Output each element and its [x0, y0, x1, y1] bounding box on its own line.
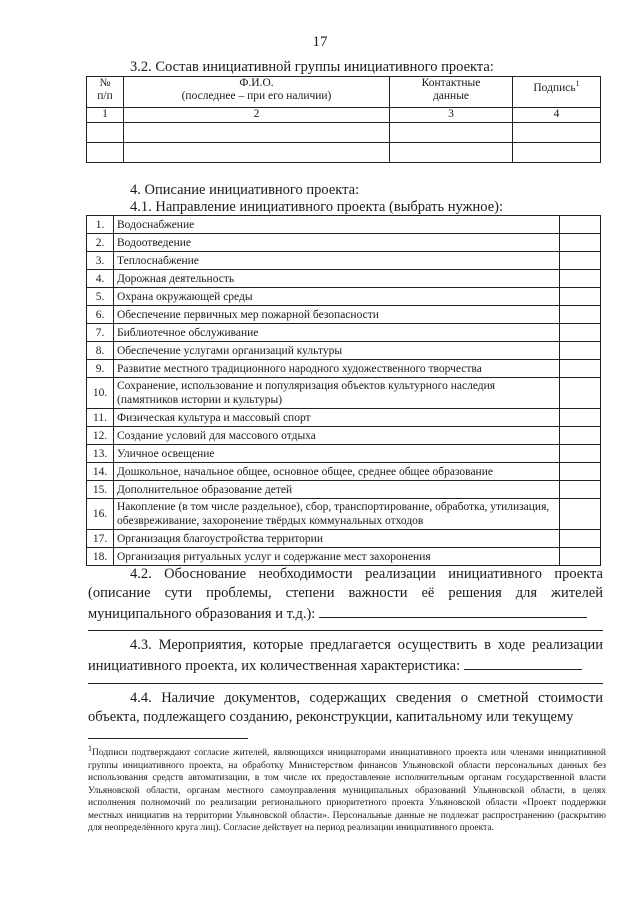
direction-number: 3.: [87, 252, 114, 270]
direction-number: 5.: [87, 288, 114, 306]
direction-label: Охрана окружающей среды: [114, 288, 560, 306]
direction-select-cell[interactable]: [560, 378, 601, 409]
empty-cell[interactable]: [87, 143, 124, 163]
direction-row: [87, 342, 601, 360]
direction-label: Дорожная деятельность: [114, 270, 560, 288]
empty-cell[interactable]: [390, 143, 513, 163]
direction-number: 9.: [87, 360, 114, 378]
section-4-3-answer-line-2[interactable]: [88, 683, 603, 684]
direction-row: [87, 360, 601, 378]
direction-number: 12.: [87, 427, 114, 445]
direction-number: 4.: [87, 270, 114, 288]
direction-label: Физическая культура и массовый спорт: [114, 409, 560, 427]
direction-label: Теплоснабжение: [114, 252, 560, 270]
initiative-group-table: [86, 76, 601, 163]
footnote-text: Подписи подтверждают согласие жителей, являющихся инициаторами инициативного проекта или членами инициативной группы инициативного проекта, на обработку Министерством финансов Ульяновской области персональных данных без использования средств автоматизации, в том числе их предоставление исполнительным органам государственной власти Ульяновской области, органам местного самоуправления муниципальных образований Ульяновской области, в целях исполнения полномочий по реализации регионального приоритетного проекта Ульяновской области «Проект поддержки местных инициатив на территории Ульяновской области». Персональные данные не подлежат распространению (раскрытию для неопределённого круга лиц). Согласие действует на период реализации инициативного проекта.: [88, 748, 606, 834]
direction-number: 7.: [87, 324, 114, 342]
direction-label: Обеспечение услугами организаций культуры: [114, 342, 560, 360]
direction-number: 14.: [87, 463, 114, 481]
col-contact-header: [390, 77, 513, 108]
direction-row: [87, 409, 601, 427]
direction-select-cell[interactable]: [560, 463, 601, 481]
footnote-marker: 1: [88, 744, 92, 753]
direction-select-cell[interactable]: [560, 342, 601, 360]
direction-number: 6.: [87, 306, 114, 324]
direction-select-cell[interactable]: [560, 216, 601, 234]
section-4-3-answer-line[interactable]: [464, 655, 582, 670]
footnote-divider: [88, 738, 248, 739]
direction-label: Дополнительное образование детей: [114, 481, 560, 499]
direction-row: [87, 481, 601, 499]
empty-cell[interactable]: [513, 143, 601, 163]
empty-cell[interactable]: [390, 123, 513, 143]
table-row: [87, 143, 601, 163]
direction-select-cell[interactable]: [560, 288, 601, 306]
col-contact-sublabel: данные: [432, 90, 470, 102]
empty-cell[interactable]: [124, 143, 390, 163]
direction-row: [87, 445, 601, 463]
direction-row: [87, 216, 601, 234]
col-signature-header: [513, 77, 601, 108]
direction-select-cell[interactable]: [560, 270, 601, 288]
direction-label: Обеспечение первичных мер пожарной безопасности: [114, 306, 560, 324]
empty-cell[interactable]: [87, 123, 124, 143]
direction-number: 15.: [87, 481, 114, 499]
direction-number: 2.: [87, 234, 114, 252]
direction-row: [87, 306, 601, 324]
page-number: 17: [312, 34, 328, 50]
footnote: [88, 743, 606, 835]
section-4-2-answer-line[interactable]: [319, 603, 587, 618]
direction-label: Организация ритуальных услуг и содержание мест захоронения: [114, 548, 560, 566]
direction-select-cell[interactable]: [560, 409, 601, 427]
section-4-3-text: 4.3. Мероприятия, которые предлагается осуществить в ходе реализации инициативного проекта, их количественная характеристика:: [88, 637, 603, 674]
direction-row: [87, 324, 601, 342]
section-3-2-heading: 3.2. Состав инициативной группы инициативного проекта:: [130, 59, 494, 75]
col-fio-sublabel: (последнее – при его наличии): [181, 90, 332, 102]
section-4-2-paragraph: [88, 565, 603, 624]
direction-select-cell[interactable]: [560, 252, 601, 270]
direction-number: 1.: [87, 216, 114, 234]
direction-select-cell[interactable]: [560, 306, 601, 324]
direction-number: 17.: [87, 530, 114, 548]
direction-row: [87, 288, 601, 306]
col-fio-label: Ф.И.О.: [239, 77, 274, 89]
direction-row: [87, 463, 601, 481]
direction-number: 11.: [87, 409, 114, 427]
direction-label: Водоснабжение: [114, 216, 560, 234]
direction-number: 16.: [87, 499, 114, 530]
section-4-3-paragraph: [88, 636, 603, 676]
direction-label: Библиотечное обслуживание: [114, 324, 560, 342]
directions-table: [86, 215, 601, 566]
empty-cell[interactable]: [513, 123, 601, 143]
direction-row: [87, 427, 601, 445]
col-number-header: [87, 77, 124, 108]
direction-select-cell[interactable]: [560, 548, 601, 566]
direction-label: Уличное освещение: [114, 445, 560, 463]
numbering-cell: 1: [87, 108, 124, 123]
direction-row: [87, 530, 601, 548]
direction-label: Сохранение, использование и популяризация объектов культурного наследия (памятников истории и культуры): [114, 378, 560, 409]
section-4-1-heading: 4.1. Направление инициативного проекта (выбрать нужное):: [130, 199, 504, 215]
direction-row: [87, 252, 601, 270]
section-4-4-paragraph: 4.4. Наличие документов, содержащих сведения о сметной стоимости объекта, подлежащего созданию, реконструкции, капитальному или текущему: [88, 690, 603, 725]
direction-select-cell[interactable]: [560, 360, 601, 378]
table-row: [87, 123, 601, 143]
direction-label: Накопление (в том числе раздельное), сбор, транспортирование, обработка, утилизация, обезвреживание, захоронение твёрдых коммунальных отходов: [114, 499, 560, 530]
direction-label: Создание условий для массового отдыха: [114, 427, 560, 445]
direction-label: Водоотведение: [114, 234, 560, 252]
table-numbering-row: [87, 108, 601, 123]
col-number-sublabel: п/п: [97, 90, 113, 102]
numbering-cell: 3: [390, 108, 513, 123]
col-contact-label: Контактные: [421, 77, 481, 89]
col-fio-header: [124, 77, 390, 108]
direction-number: 18.: [87, 548, 114, 566]
direction-select-cell[interactable]: [560, 481, 601, 499]
section-4-2-text: 4.2. Обоснование необходимости реализации инициативного проекта (описание сути проблемы, степени важности её решения для жителей муниципального образования и т.д.):: [88, 566, 603, 622]
direction-label: Дошкольное, начальное общее, основное общее, среднее общее образование: [114, 463, 560, 481]
footnote-ref: 1: [575, 79, 580, 88]
direction-select-cell[interactable]: [560, 499, 601, 530]
direction-row: [87, 378, 601, 409]
direction-select-cell[interactable]: [560, 530, 601, 548]
direction-select-cell[interactable]: [560, 445, 601, 463]
section-4-heading: 4. Описание инициативного проекта:: [130, 182, 360, 198]
direction-row: [87, 270, 601, 288]
direction-select-cell[interactable]: [560, 234, 601, 252]
section-4-2-answer-line-2[interactable]: [88, 630, 603, 631]
direction-label: Организация благоустройства территории: [114, 530, 560, 548]
numbering-cell: 4: [513, 108, 601, 123]
direction-row: [87, 499, 601, 530]
direction-number: 10.: [87, 378, 114, 409]
empty-cell[interactable]: [124, 123, 390, 143]
table-header-row: [87, 77, 601, 108]
direction-number: 8.: [87, 342, 114, 360]
direction-number: 13.: [87, 445, 114, 463]
direction-row: [87, 548, 601, 566]
direction-select-cell[interactable]: [560, 427, 601, 445]
direction-label: Развитие местного традиционного народного художественного творчества: [114, 360, 560, 378]
col-number-label: №: [99, 77, 111, 89]
direction-select-cell[interactable]: [560, 324, 601, 342]
direction-row: [87, 234, 601, 252]
numbering-cell: 2: [124, 108, 390, 123]
col-signature-label: Подпись: [533, 81, 576, 94]
